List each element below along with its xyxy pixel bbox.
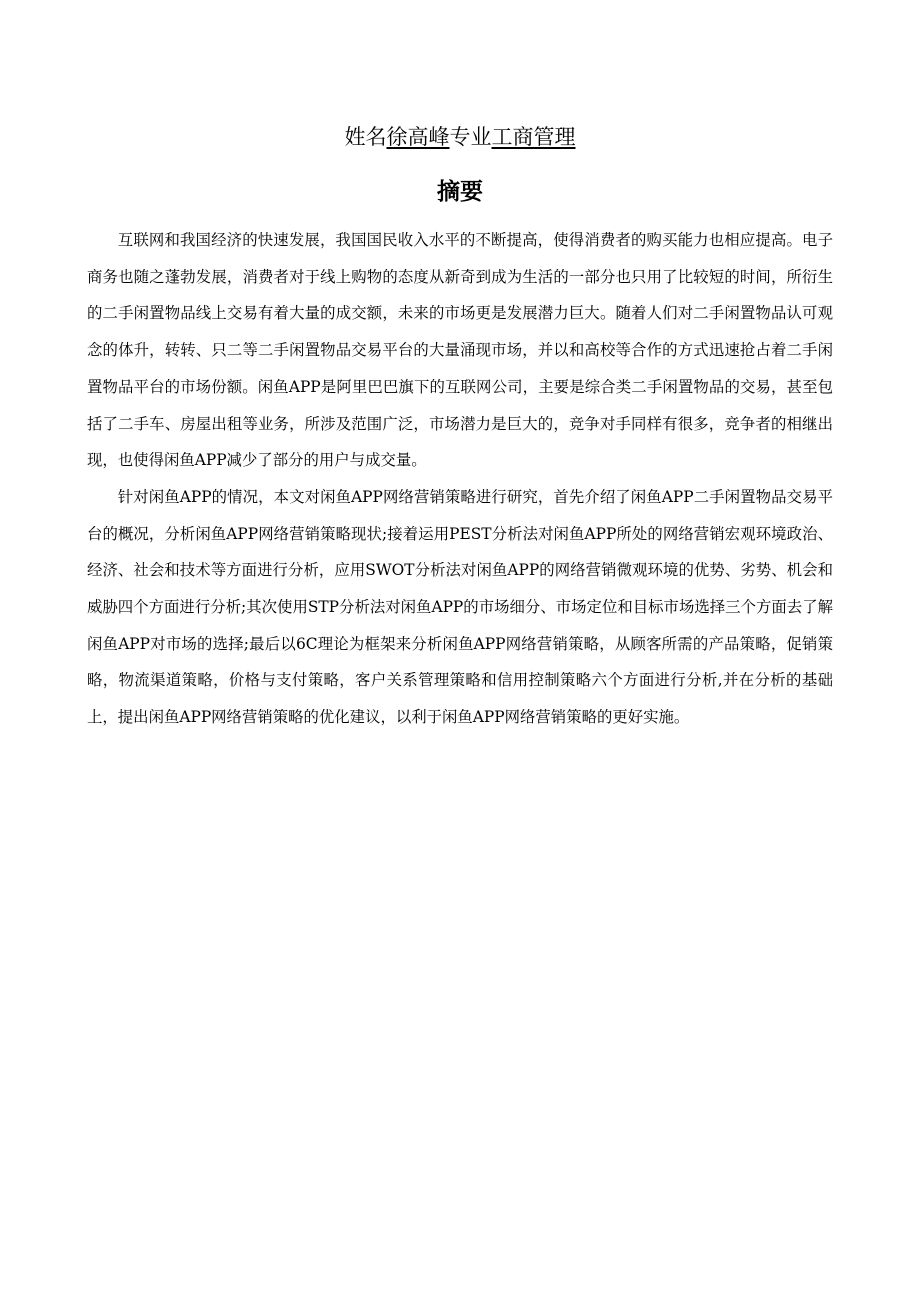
- major-label: 专业: [449, 125, 492, 149]
- abstract-paragraph-1: 互联网和我国经济的快速发展，我国国民收入水平的不断提高，使得消费者的购买能力也相应提高。电子商务也随之蓬勃发展，消费者对于线上购物的态度从新奇到成为生活的一部分也只用了比较短的时间，所衍生的二手闲置物品线上交易有着大量的成交额，未来的市场更是发展潜力巨大。随着人们对二手闲置物品认可观念的体升，转转、只二等二手闲置物品交易平台的大量涌现市场，并以和高校等合作的方式迅速抢占着二手闲置物品平台的市场份额。闲鱼APP是阿里巴巴旗下的互联网公司，主要是综合类二手闲置物品的交易，甚至包括了二手车、房屋出租等业务，所涉及范围广泛，市场潜力是巨大的，竞争对手同样有很多，竞争者的相继出现，也使得闲鱼APP减少了部分的用户与成交量。: [87, 231, 833, 470]
- name-label: 姓名: [344, 125, 387, 149]
- abstract-paragraph-2: 针对闲鱼APP的情况，本文对闲鱼APP网络营销策略进行研究，首先介绍了闲鱼APP二手闲置物品交易平台的概况，分析闲鱼APP网络营销策略现状;接着运用PEST分析法对闲鱼APP所处的网络营销宏观环境政治、经济、社会和技术等方面进行分析，应用SWOT分析法对闲鱼APP的网络营销微观环境的优势、劣势、机会和威胁四个方面进行分析;其次使用STP分析法对闲鱼APP的市场细分、市场定位和目标市场选择三个方面去了解闲鱼APP对市场的选择;最后以6C理论为框架来分析闲鱼APP网络营销策略，从顾客所需的产品策略，促销策略，物流渠道策略，价格与支付策略，客户关系管理策略和信用控制策略六个方面进行分析,并在分析的基础上，提出闲鱼APP网络营销策略的优化建议，以利于闲鱼APP网络营销策略的更好实施。: [87, 487, 833, 727]
- name-value: 徐高峰: [386, 125, 450, 149]
- abstract-title: 摘要: [437, 179, 483, 205]
- abstract-body: [87, 222, 833, 736]
- author-info-line: [0, 122, 920, 152]
- major-value: 工商管理: [491, 125, 576, 149]
